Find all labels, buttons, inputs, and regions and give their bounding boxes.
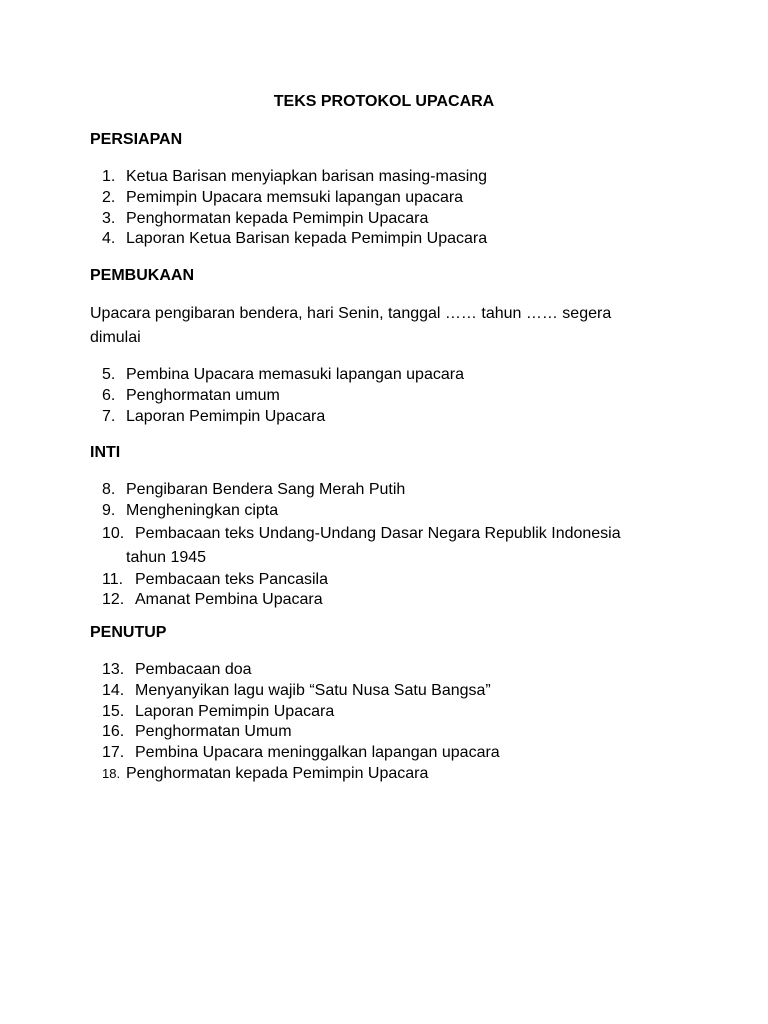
- item-number: 14.: [102, 681, 125, 699]
- item-number: 11.: [102, 570, 124, 588]
- item-text: Pembina Upacara memasuki lapangan upacara: [126, 366, 464, 383]
- item-number: 9.: [102, 501, 116, 519]
- list-item: [0, 722, 695, 743]
- item-text: Laporan Pemimpin Upacara: [126, 407, 326, 425]
- item-text: Pengibaran Bendera Sang Merah Putih: [126, 481, 406, 498]
- item-text: Mengheningkan cipta: [126, 501, 279, 519]
- item-number: 6.: [102, 386, 116, 404]
- list-item: [0, 743, 695, 764]
- item-text: Pembacaan teks Undang-Undang Dasar Negara Republik Indonesia: [135, 524, 621, 542]
- section-heading-inti: INTI: [90, 444, 121, 461]
- item-number: 16.: [102, 723, 125, 741]
- item-text: Pembacaan doa: [135, 661, 252, 678]
- item-number: 15.: [102, 702, 125, 720]
- section-heading-pembukaan: PEMBUKAAN: [90, 267, 194, 284]
- list-item: [0, 209, 686, 230]
- item-text: Penghormatan umum: [126, 386, 280, 404]
- item-number: 1.: [102, 168, 116, 185]
- item-number: 12.: [102, 591, 125, 609]
- item-number: 4.: [102, 230, 116, 248]
- section-heading-penutup: PENUTUP: [90, 624, 167, 641]
- list-item: [0, 764, 686, 785]
- list-item: [0, 386, 686, 407]
- item-text: Pembacaan teks Pancasila: [135, 570, 328, 588]
- paragraph-line: Upacara pengibaran bendera, hari Senin, tanggal …… tahun …… segera: [90, 305, 612, 322]
- item-number: 7.: [102, 407, 116, 425]
- item-text: Amanat Pembina Upacara: [135, 591, 323, 609]
- list-item: [0, 590, 695, 611]
- opening-paragraph: [90, 302, 680, 350]
- item-number: 2.: [102, 188, 116, 206]
- item-number: 17.: [102, 744, 125, 762]
- item-text: Penghormatan kepada Pemimpin Upacara: [126, 764, 429, 782]
- list-item: [0, 660, 695, 681]
- item-text-continuation: tahun 1945: [126, 548, 207, 566]
- document-title: TEKS PROTOKOL UPACARA: [273, 93, 495, 110]
- list-item: [0, 480, 686, 501]
- item-text: Penghormatan kepada Pemimpin Upacara: [126, 209, 429, 227]
- list-item: [0, 702, 695, 723]
- list-item: [0, 522, 695, 570]
- item-number: 13.: [102, 661, 125, 678]
- list-item: [0, 501, 686, 522]
- list-item: [0, 229, 686, 250]
- list-item: [0, 365, 686, 386]
- item-number: 18.: [102, 765, 121, 781]
- paragraph-line: dimulai: [90, 329, 141, 346]
- list-penutup: [0, 660, 695, 785]
- item-number: 5.: [102, 366, 116, 383]
- item-number: 3.: [102, 209, 116, 227]
- item-text: Pembina Upacara meninggalkan lapangan upacara: [135, 744, 500, 762]
- list-item: [0, 407, 686, 428]
- list-pembukaan: [0, 365, 686, 427]
- list-item: [0, 167, 686, 188]
- section-heading-persiapan: PERSIAPAN: [90, 131, 183, 148]
- item-text: Ketua Barisan menyiapkan barisan masing-masing: [126, 168, 488, 185]
- list-item: [0, 188, 686, 209]
- item-text: Laporan Pemimpin Upacara: [135, 702, 335, 720]
- list-item: [0, 681, 695, 702]
- list-inti: [0, 480, 695, 611]
- list-persiapan: [0, 167, 686, 250]
- list-item: [0, 570, 695, 591]
- item-number: 10.: [102, 524, 125, 542]
- item-text: Penghormatan Umum: [135, 723, 292, 741]
- item-text: Laporan Ketua Barisan kepada Pemimpin Upacara: [126, 230, 488, 248]
- item-text: Pemimpin Upacara memsuki lapangan upacara: [126, 188, 464, 206]
- item-number: 8.: [102, 481, 116, 498]
- item-text: Menyanyikan lagu wajib “Satu Nusa Satu Bangsa”: [135, 681, 491, 699]
